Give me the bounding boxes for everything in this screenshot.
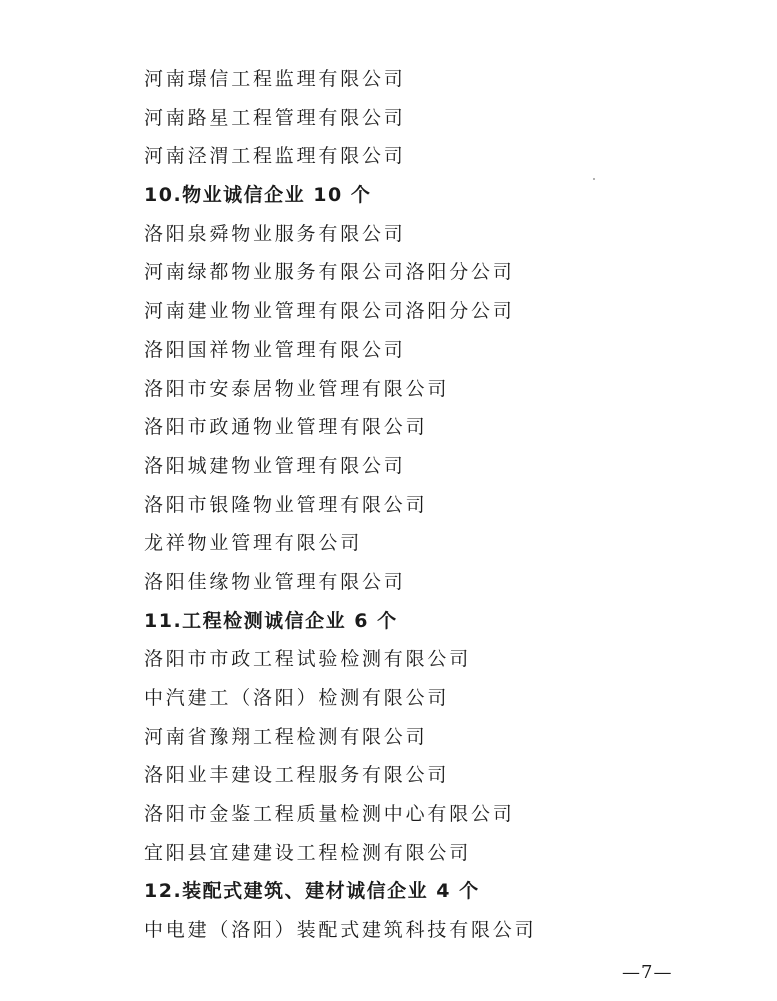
document-body xyxy=(144,60,744,950)
company-name: 洛阳市市政工程试验检测有限公司 xyxy=(144,648,472,671)
company-name: 洛阳市安泰居物业管理有限公司 xyxy=(144,377,450,400)
company-name: 河南璟信工程监理有限公司 xyxy=(144,68,406,90)
section-heading: 12.装配式建筑、建材诚信企业 4 个 xyxy=(144,880,480,903)
company-name: 洛阳市金鉴工程质量检测中心有限公司 xyxy=(144,803,515,826)
company-name: 河南路星工程管理有限公司 xyxy=(144,106,406,129)
company-name: 河南泾渭工程监理有限公司 xyxy=(144,145,406,168)
company-name: 洛阳业丰建设工程服务有限公司 xyxy=(144,764,450,787)
company-name: 洛阳国祥物业管理有限公司 xyxy=(144,338,406,361)
company-name: 洛阳泉舜物业服务有限公司 xyxy=(144,222,406,245)
page-number: —7— xyxy=(622,962,673,983)
scan-speck xyxy=(593,178,595,180)
company-name: 河南建业物业管理有限公司洛阳分公司 xyxy=(144,300,515,323)
company-name: 洛阳佳缘物业管理有限公司 xyxy=(144,570,406,593)
company-name: 洛阳市政通物业管理有限公司 xyxy=(144,416,428,439)
company-name: 中汽建工（洛阳）检测有限公司 xyxy=(144,687,450,709)
company-name: 洛阳市银隆物业管理有限公司 xyxy=(144,493,428,516)
company-name: 河南省豫翔工程检测有限公司 xyxy=(144,725,428,748)
company-name: 龙祥物业管理有限公司 xyxy=(144,532,363,555)
company-name: 洛阳城建物业管理有限公司 xyxy=(144,454,406,477)
section-heading: 10.物业诚信企业 10 个 xyxy=(144,184,372,207)
company-name: 中电建（洛阳）装配式建筑科技有限公司 xyxy=(144,919,537,942)
section-heading: 11.工程检测诚信企业 6 个 xyxy=(144,609,398,632)
company-name: 宜阳县宜建建设工程检测有限公司 xyxy=(144,841,472,864)
company-name: 河南绿都物业服务有限公司洛阳分公司 xyxy=(144,261,515,284)
